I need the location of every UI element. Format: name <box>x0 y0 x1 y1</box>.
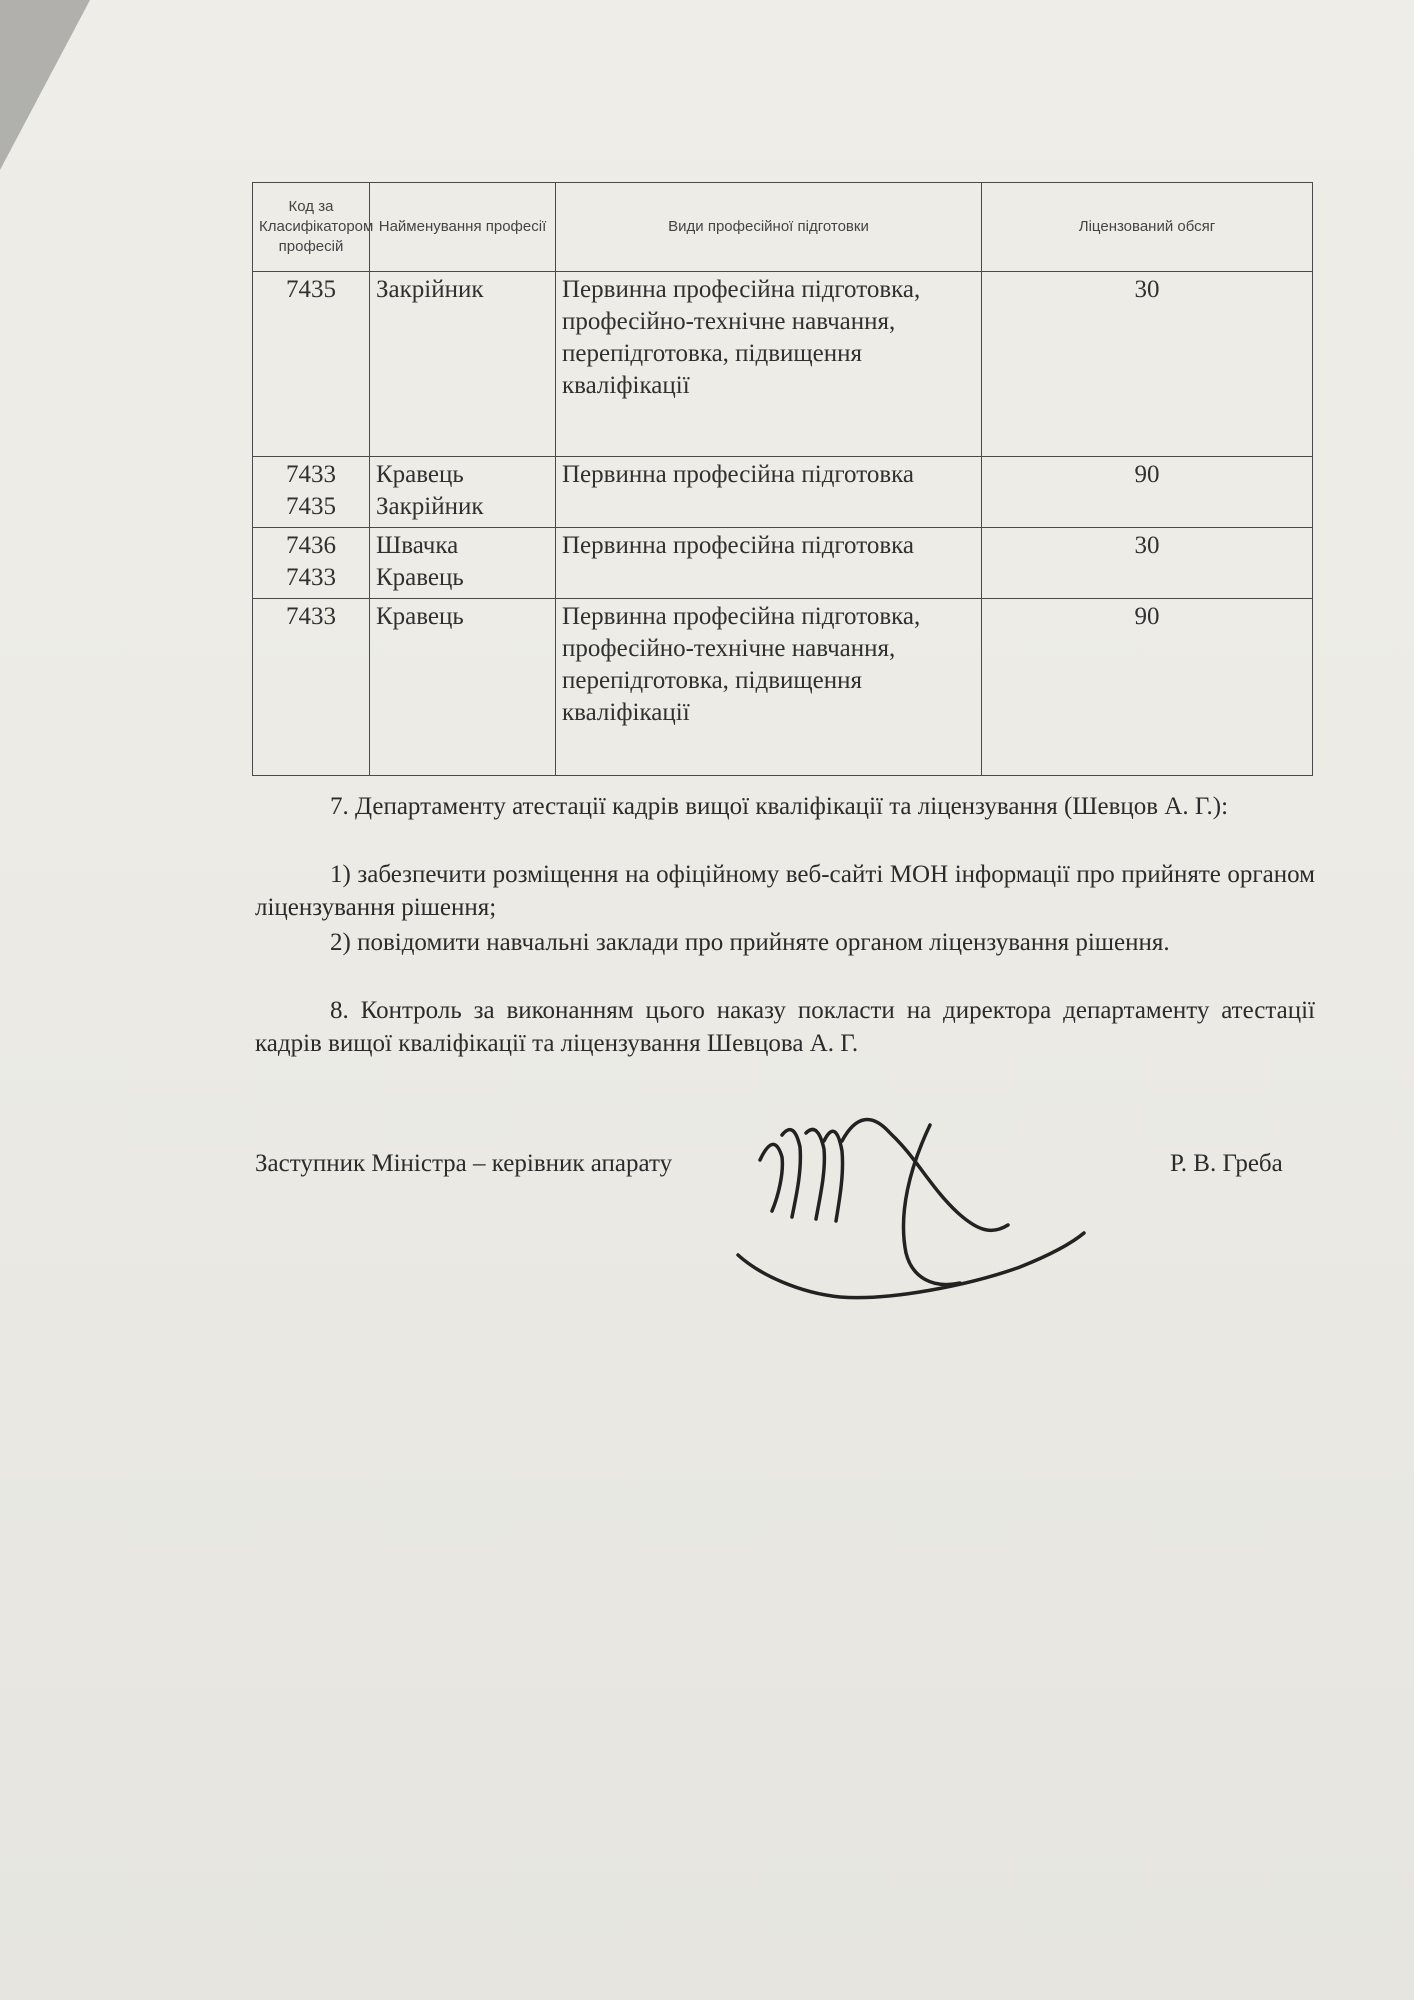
cell-training: Первинна професійна підготовка <box>556 457 982 528</box>
cell-volume: 30 <box>982 272 1313 457</box>
cell-profession: Швачка Кравець <box>370 528 556 599</box>
cell-volume: 30 <box>982 528 1313 599</box>
cell-profession: Кравець <box>370 599 556 776</box>
cell-training: Первинна професійна підготовка, професійно-технічне навчання, перепідготовка, підвищення кваліфікації <box>556 272 982 457</box>
paragraph-7-2: 2) повідомити навчальні заклади про прийняте органом ліцензування рішення. <box>330 929 1170 956</box>
header-licensed-volume: Ліцензований обсяг <box>982 183 1313 272</box>
cell-code: 7436 7433 <box>253 528 370 599</box>
header-profession: Найменування професії <box>370 183 556 272</box>
paragraph-7-1: 1) забезпечити розміщення на офіційному веб-сайті МОН інформації про прийняте органом ліцензування рішення; <box>255 861 1315 921</box>
cell-volume: 90 <box>982 457 1313 528</box>
cell-training: Первинна професійна підготовка <box>556 528 982 599</box>
table-header-row <box>253 183 1313 272</box>
cell-code: 7433 7435 <box>253 457 370 528</box>
cell-profession: Закрійник <box>370 272 556 457</box>
cell-code: 7435 <box>253 272 370 457</box>
cell-volume: 90 <box>982 599 1313 776</box>
table-row <box>253 599 1313 776</box>
cell-code: 7433 <box>253 599 370 776</box>
cell-training: Первинна професійна підготовка, професійно-технічне навчання, перепідготовка, підвищення кваліфікації <box>556 599 982 776</box>
table-row <box>253 272 1313 457</box>
paragraph-8: 8. Контроль за виконанням цього наказу покласти на директора департаменту атестації кадрів вищої кваліфікації та ліцензування Шевцова А. Г. <box>255 997 1315 1057</box>
paragraph-7: 7. Департаменту атестації кадрів вищої кваліфікації та ліцензування (Шевцов А. Г.): <box>330 793 1229 820</box>
header-code: Код за Класифікатором професій <box>253 183 370 272</box>
signatory-name: Р. В. Греба <box>1170 1150 1283 1177</box>
signatory-position: Заступник Міністра – керівник апарату <box>255 1150 673 1177</box>
folded-corner-shadow <box>0 0 90 170</box>
table-row <box>253 528 1313 599</box>
handwritten-signature <box>720 1085 1120 1335</box>
cell-profession: Кравець Закрійник <box>370 457 556 528</box>
header-training-types: Види професійної підготовки <box>556 183 982 272</box>
table-row <box>253 457 1313 528</box>
license-table <box>252 182 1313 776</box>
